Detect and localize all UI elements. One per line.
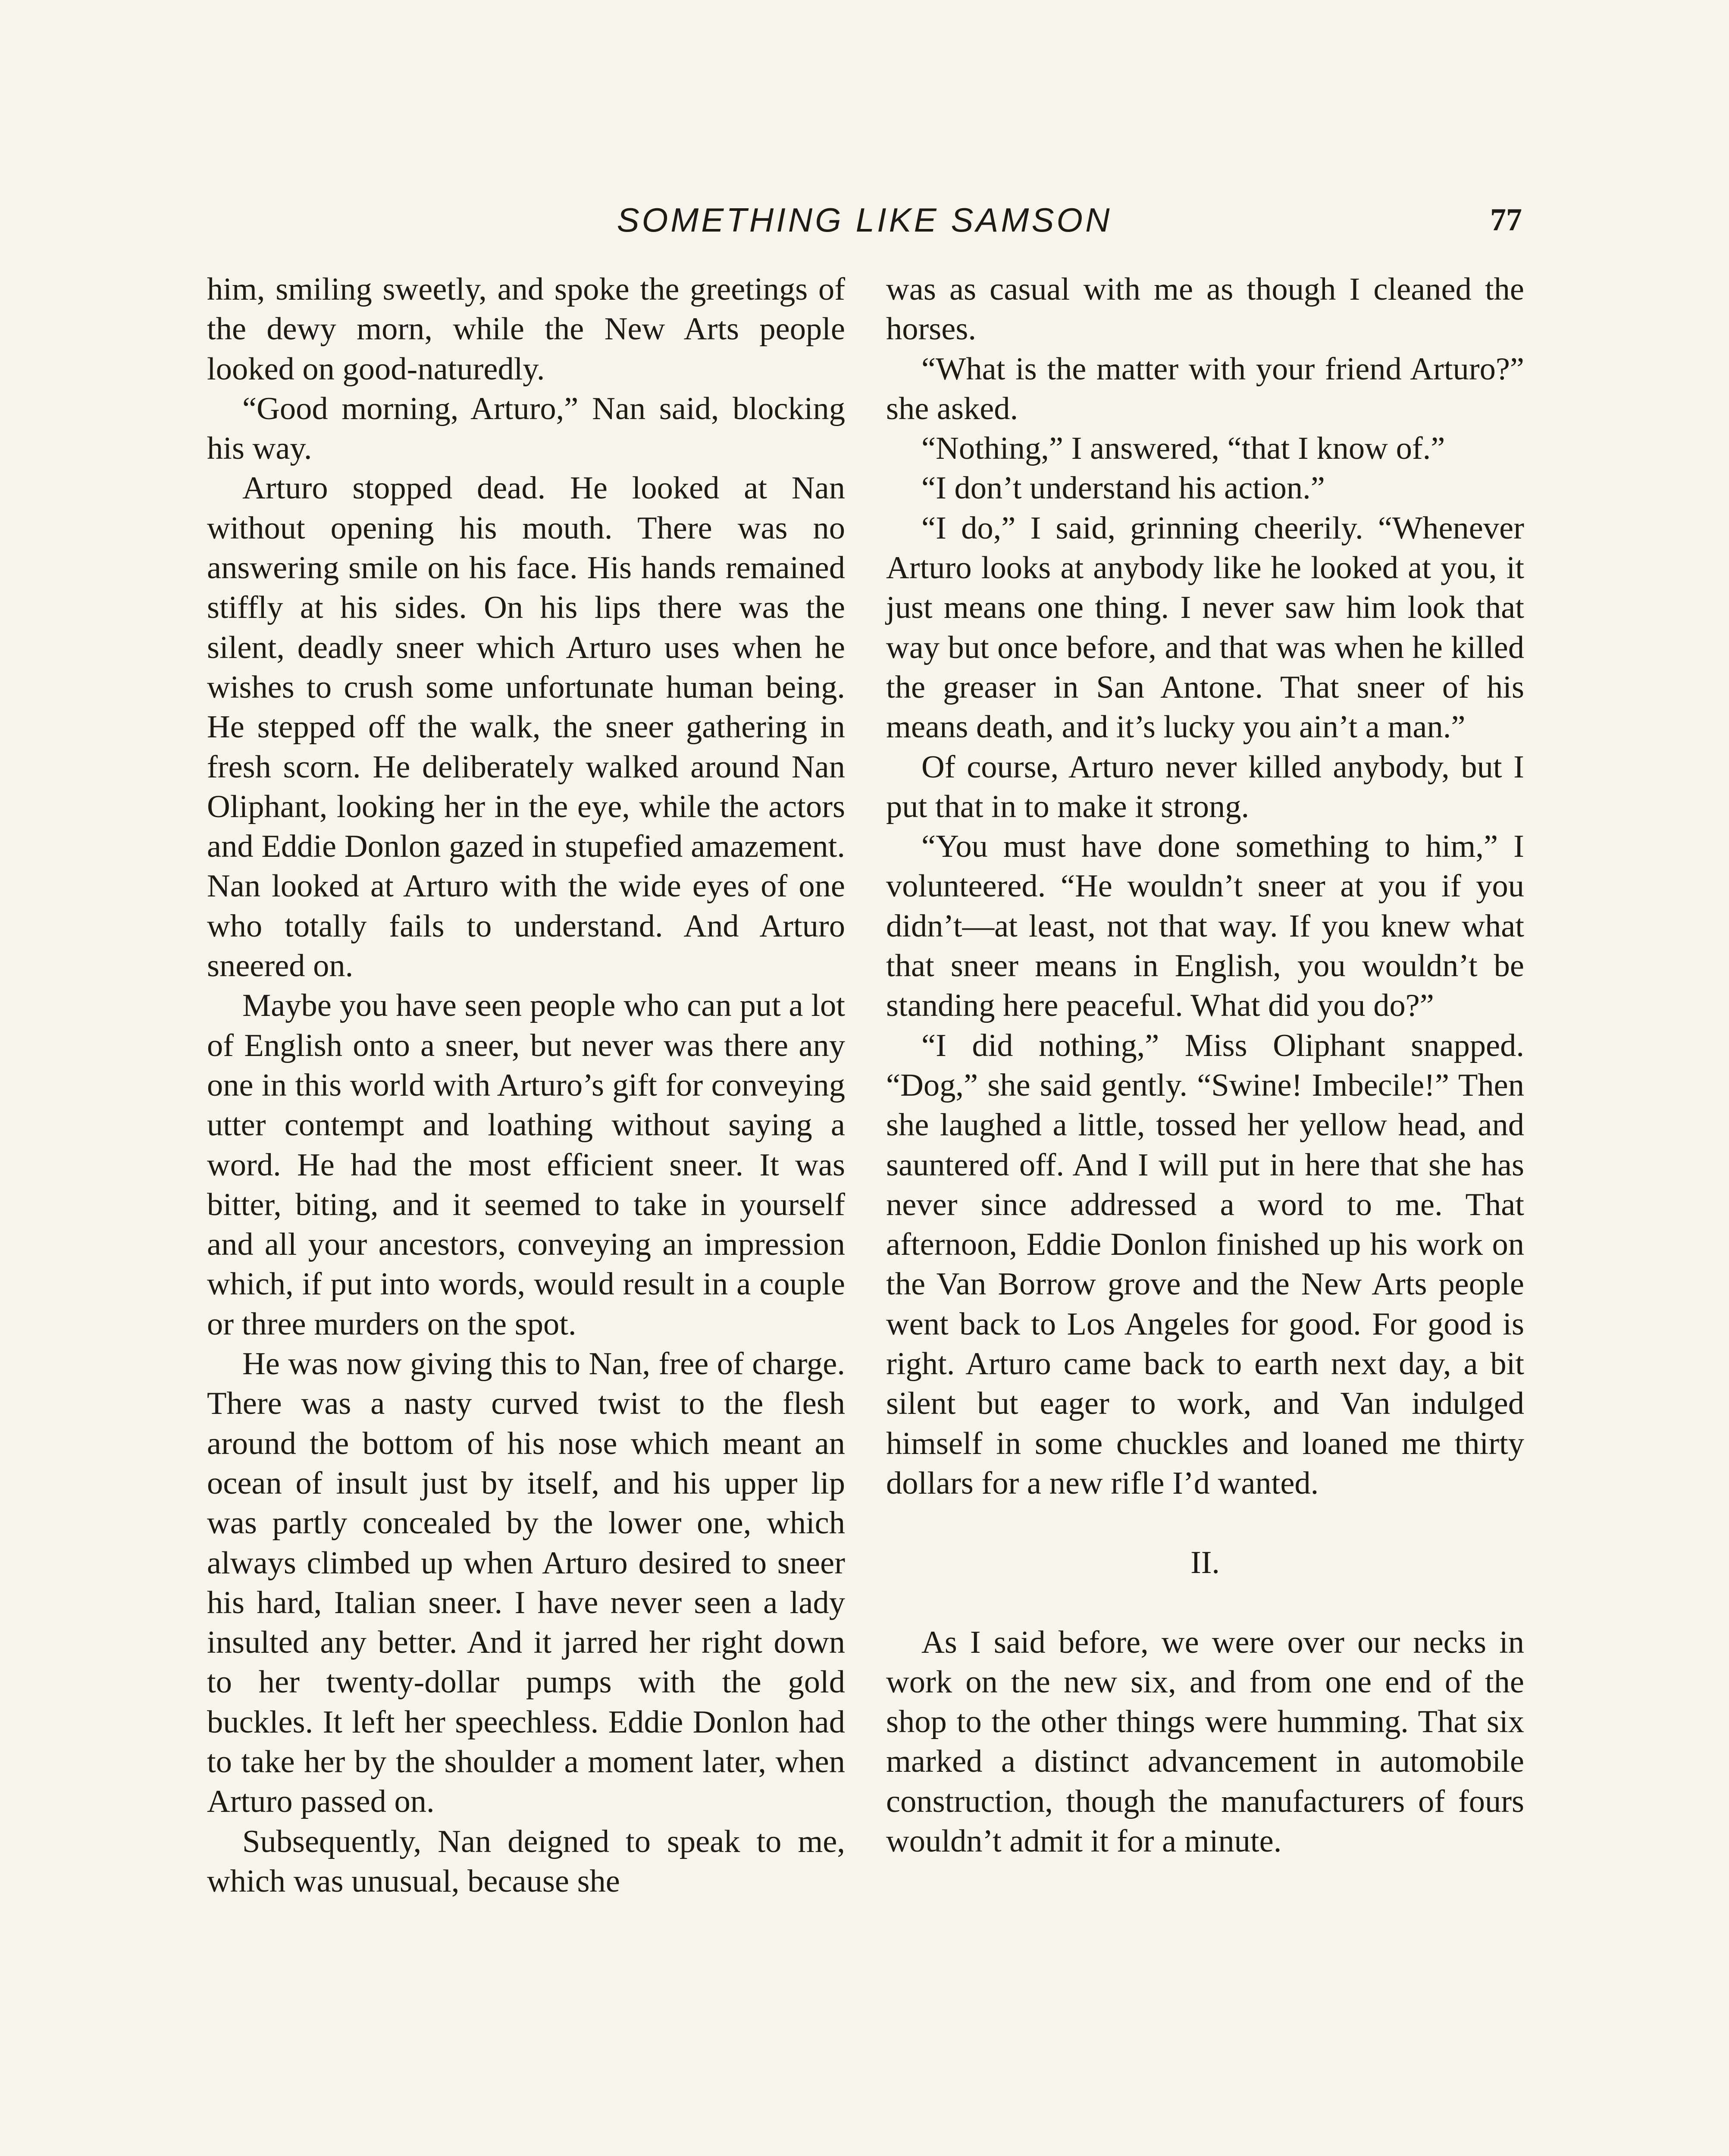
paragraph: He was now giving this to Nan, free of charge. There was a nasty curved twist to the flesh around the bottom of his nose which meant an ocean of insult just by itself, and his upper lip was partly concealed by the lower one, which always climbed up when Arturo desired to sneer his hard, Italian sneer. I have never seen a lady insulted any better. And it jarred her right down to her twenty-dollar pumps with the gold buckles. It left her speechless. Eddie Donlon had to take her by the shoulder a moment later, when Arturo passed on.: [207, 1346, 845, 1820]
paragraph: him, smiling sweetly, and spoke the greetings of the dewy morn, while the New Arts people looked on good-naturedly.: [207, 272, 845, 387]
section-number: II.: [1190, 1545, 1220, 1581]
paragraph: Arturo stopped dead. He looked at Nan without opening his mouth. There was no answering smile on his face. His hands remained stiffly at his sides. On his lips there was the silent, deadly sneer which Arturo uses when he wishes to crush some unfortunate human being. He stepped off the walk, the sneer gathering in fresh scorn. He deliberately walked around Nan Oliphant, looking her in the eye, while the actors and Eddie Donlon gazed in stupefied amazement. Nan looked at Arturo with the wide eyes of one who totally fails to understand. And Arturo sneered on.: [207, 470, 845, 984]
page-number: 77: [1490, 202, 1522, 238]
paragraph: “What is the matter with your friend Arturo?” she asked.: [886, 351, 1524, 426]
left-column: [207, 270, 845, 1901]
paragraph: “Nothing,” I answered, “that I know of.”: [921, 431, 1445, 467]
right-column: [886, 270, 1524, 1861]
running-title: SOMETHING LIKE SAMSON: [617, 201, 1112, 239]
paragraph: Maybe you have seen people who can put a lot of English onto a sneer, but never was there any one in this world with Arturo’s gift for conveying utter contempt and loathing without saying a word. He had the most efficient sneer. It was bitter, biting, and it seemed to take in yourself and all your ancestors, conveying an impression which, if put into words, would result in a couple or three murders on the spot.: [207, 988, 845, 1342]
paragraph: “Good morning, Arturo,” Nan said, blocking his way.: [207, 391, 845, 467]
paragraph: “I did nothing,” Miss Oliphant snapped. “Dog,” she said gently. “Swine! Imbecile!” Then she laughed a little, tossed her yellow head, and sauntered off. And I will put in here that she has never since addressed a word to me. That afternoon, Eddie Donlon finished up his work on the Van Borrow grove and the New Arts people went back to Los Angeles for good. For good is right. Arturo came back to earth next day, a bit silent but eager to work, and Van indulged himself in some chuckles and loaned me thirty dollars for a new rifle I’d wanted.: [886, 1028, 1524, 1501]
paragraph: “I don’t understand his action.”: [921, 470, 1325, 506]
paragraph: “You must have done something to him,” I volunteered. “He wouldn’t sneer at you if you didn’t—at least, not that way. If you knew what that sneer means in English, you wouldn’t be standing here peaceful. What did you do?”: [886, 829, 1524, 1024]
paragraph: As I said before, we were over our necks in work on the new six, and from one end of the shop to the other things were humming. That six marked a distinct advancement in automobile construction, though the manufacturers of fours wouldn’t admit it for a minute.: [886, 1624, 1524, 1859]
paragraph: was as casual with me as though I cleaned the horses.: [886, 272, 1524, 347]
paragraph: “I do,” I said, grinning cheerily. “Whenever Arturo looks at anybody like he looked at you, it just means one thing. I never saw him look that way but once before, and that was when he killed the greaser in San Antone. That sneer of his means death, and it’s lucky you ain’t a man.”: [886, 510, 1524, 745]
running-head: [207, 196, 1522, 244]
paragraph: Subsequently, Nan deigned to speak to me, which was unusual, because she: [207, 1824, 845, 1899]
paragraph: Of course, Arturo never killed anybody, but I put that in to make it strong.: [886, 749, 1524, 824]
